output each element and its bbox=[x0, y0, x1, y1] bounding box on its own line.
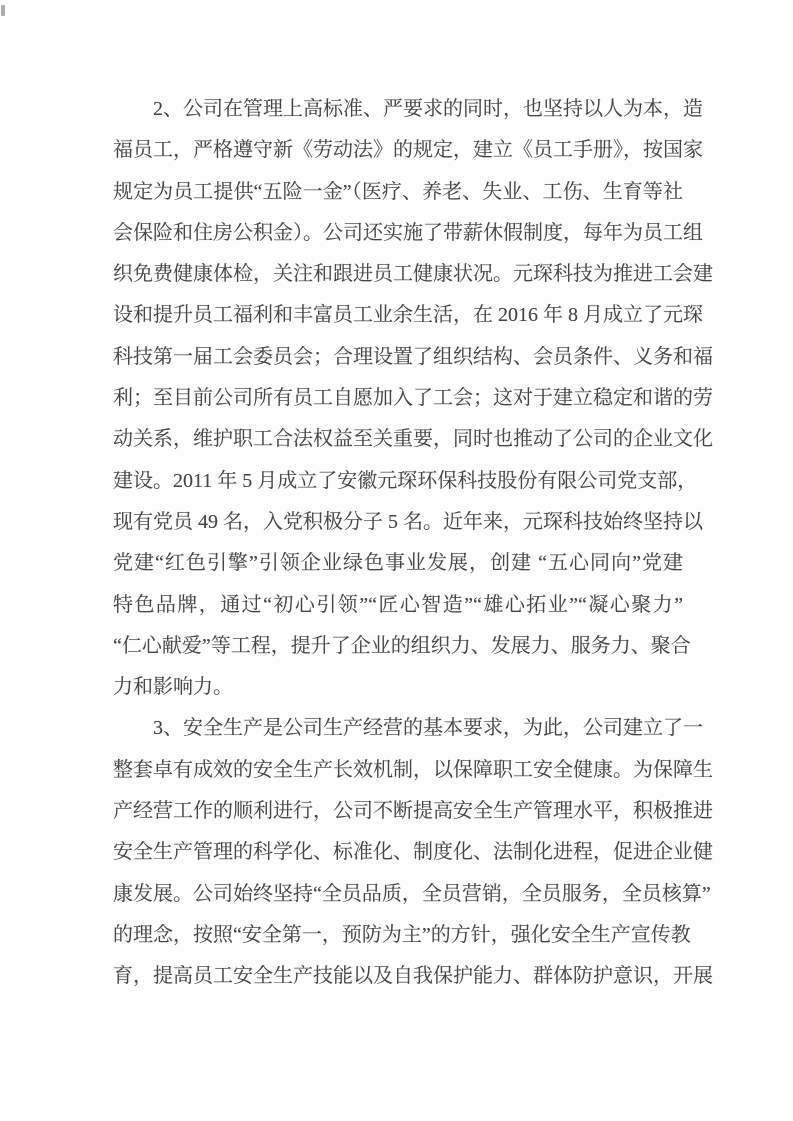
text-line: 育，提高员工安全生产技能以及自我保护能力、群体防护意识，开展 bbox=[113, 965, 713, 988]
text-line: 利；至目前公司所有员工自愿加入了工会；这对于建立稳定和谐的劳 bbox=[113, 387, 713, 410]
text-line: 会保险和住房公积金）。公司还实施了带薪休假制度，每年为员工组 bbox=[113, 221, 703, 244]
text-line: 安全生产管理的科学化、标准化、制度化、法制化进程，促进企业健 bbox=[113, 841, 713, 864]
paragraph-3 bbox=[113, 708, 713, 997]
text-line: 康发展。公司始终坚持“全员品质，全员营销，全员服务，全员核算” bbox=[113, 882, 711, 905]
document-content bbox=[113, 89, 713, 998]
text-line: 整套卓有成效的安全生产长效机制，以保障职工安全健康。为保障生 bbox=[113, 758, 713, 781]
text-line: 规定为员工提供“五险一金”（医疗、养老、失业、工伤、生育等社 bbox=[113, 180, 683, 203]
text-line: 设和提升员工福利和丰富员工业余生活，在 2016 年 8 月成立了元琛 bbox=[113, 304, 703, 327]
paragraph-2 bbox=[113, 89, 713, 708]
text-line: 特色品牌，通过“初心引领”“匠心智造”“雄心拓业”“凝心聚力” bbox=[113, 593, 683, 616]
text-line: 动关系，维护职工合法权益至关重要，同时也推动了公司的企业文化 bbox=[113, 428, 713, 451]
text-line: 产经营工作的顺利进行，公司不断提高安全生产管理水平，积极推进 bbox=[113, 800, 713, 823]
text-line: 的理念，按照“安全第一，预防为主”的方针，强化安全生产宣传教 bbox=[113, 923, 691, 946]
text-line: 3、安全生产是公司生产经营的基本要求，为此，公司建立了一 bbox=[153, 717, 703, 740]
text-line: 党建“红色引擎”引领企业绿色事业发展，创建 “五心同向”党建 bbox=[113, 552, 683, 575]
text-line: 建设。2011 年 5 月成立了安徽元琛环保科技股份有限公司党支部， bbox=[113, 469, 698, 492]
text-line: 福员工，严格遵守新《劳动法》的规定，建立《员工手册》，按国家 bbox=[113, 139, 703, 162]
text-line: 织免费健康体检，关注和跟进员工健康状况。元琛科技为推进工会建 bbox=[113, 263, 713, 286]
text-line: “仁心献爱”等工程，提升了企业的组织力、发展力、服务力、聚合 bbox=[113, 634, 691, 657]
text-line: 力和影响力。 bbox=[113, 676, 233, 699]
text-line: 2、公司在管理上高标准、严要求的同时，也坚持以人为本，造 bbox=[153, 98, 703, 120]
scan-artifact-speck bbox=[1, 5, 5, 16]
text-line: 科技第一届工会委员会；合理设置了组织结构、会员条件、义务和福 bbox=[113, 345, 713, 368]
text-line: 现有党员 49 名，入党积极分子 5 名。近年来，元琛科技始终坚持以 bbox=[113, 510, 703, 533]
